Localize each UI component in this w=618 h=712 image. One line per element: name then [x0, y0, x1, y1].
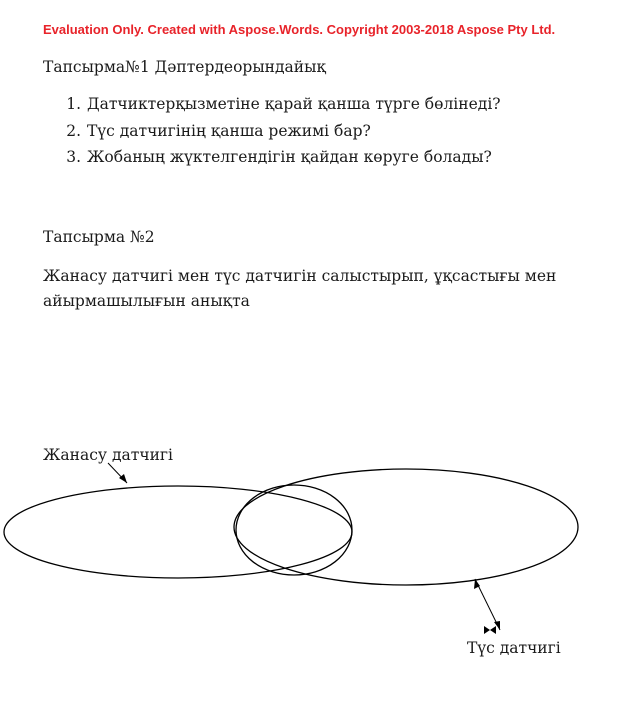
list-item-text: Түс датчигінің қанша режимі бар?: [87, 121, 371, 140]
task2-description-line-2: айырмашылығын анықта: [43, 292, 250, 310]
task2-description-line-1: Жанасу датчигі мен түс датчигін салыстырып, ұқсастығы мен: [43, 267, 557, 285]
contact-sensor-ellipse: [4, 486, 352, 578]
contact-sensor-pointer-arrow: [108, 463, 127, 483]
task2-title: Тапсырма №2: [43, 228, 155, 246]
color-sensor-label: Түс датчигі: [467, 639, 561, 657]
list-item-text: Датчиктерқызметіне қарай қанша түрге бөлінеді?: [87, 95, 501, 113]
contact-sensor-label: Жанасу датчигі: [43, 446, 173, 464]
list-item-text: Жобаның жүктелгендігін қайдан көруге болады?: [87, 148, 492, 166]
watermark-text: Evaluation Only. Created with Aspose.Words. Copyright 2003-2018 Aspose Pty Ltd.: [43, 22, 556, 37]
task1-title: Тапсырма№1 Дәптердеорындайық: [43, 58, 326, 76]
intersection-ellipse: [236, 485, 352, 575]
list-item-number: 1.: [66, 95, 81, 113]
color-sensor-pointer-arrow: [474, 579, 500, 634]
list-item-number: 3.: [66, 148, 81, 166]
list-item-number: 2.: [66, 121, 81, 140]
